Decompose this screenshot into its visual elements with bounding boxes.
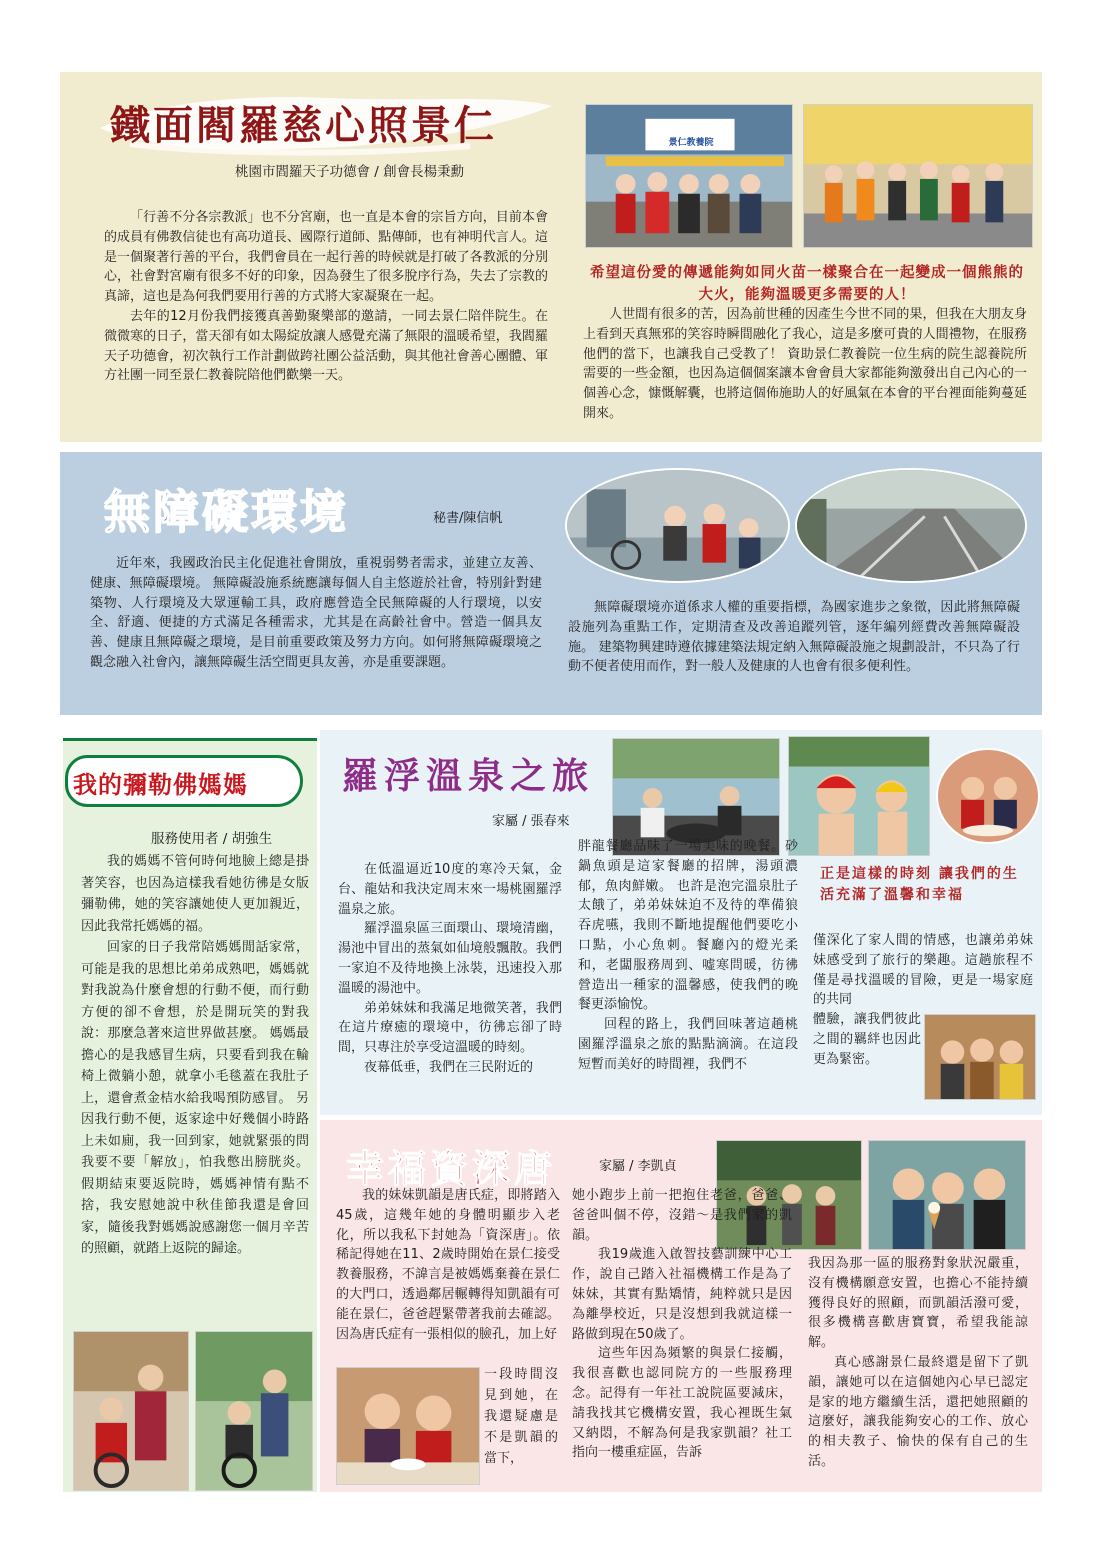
photo-mother-and-son (73, 1331, 189, 1491)
photo-wheelchair-corridor (565, 468, 790, 583)
paragraph: 無障礙環境亦道係求人權的重要指標，為國家進步之象徵，因此將無障礙設施列為重點工作，定期清查及改善追蹤列管，逐年編列經費改善無障礙設施。 建築物興建時遵依據建築法規定納入無障礙設施之規劃設計，不只為了行動不便者使用而作，對一般人及健康的人也會有很多便利性。 (568, 600, 1020, 675)
article-pull-quote: 正是這樣的時刻 讓我們的生活充滿了溫馨和幸福 (820, 866, 1019, 903)
paragraph: 胖龍餐廳品味了一場美味的晚餐。砂鍋魚頭是這家餐廳的招牌，湯頭濃郁，魚肉鮮嫩。 也許是泡完溫泉肚子太餓了，弟弟妹妹迫不及待的準備狼吞虎嚥，我則不斷地提醒他們要吃小口點，小心魚刺。餐廳內的燈光柔和，老闆服務周到、嘘寒問暖，彷彿營造出一種家的溫馨感，使我們的晚餐更添愉悅。 (578, 839, 798, 1013)
paragraph: 回家的日子我常陪媽媽閒話家常，可能是我的思想比弟弟成熟吧，媽媽就對我說為什麼會想的行動不便，而行動方便的卻不會想，於是開玩笑的對我說：那麼急著來這世界做甚麼。 媽媽最擔心的是我感冒生病，只要看到我在輪椅上微躺小憩，就拿小毛毯蓋在我肚子上，還會煮金桔水給我喝預防感冒。 另因我行動不便，返家途中好幾個小時路上未如廁，我一回到家，她就緊張的問我要不要「解放」，怕我憋出膀胱炎。 假期結束要返院時，媽媽神情有點不捨，我安慰她說中秋佳節我還是會回家，隨後我對媽媽說感謝您一個月辛苦的照顧，就踏上返院的歸途。 (81, 940, 309, 1256)
article-pull-quote: 希望這份愛的傳遞能夠如同火苗一樣聚合在一起變成一個熊熊的大火，能夠溫暖更多需要的人！ (590, 264, 1024, 303)
photo-wheelchair-outing (195, 1331, 313, 1491)
paragraph: 一段時間沒見到她，在我還疑慮是不是凱韻的當下， (484, 1367, 558, 1466)
photo-accessible-ramp (795, 468, 1027, 583)
paragraph: 羅浮溫泉區三面環山、環境清幽，湯池中冒出的蒸氣如仙境般飄散。我們一家迫不及待地換上泳裝，迅速投入那溫暖的湯池中。 (338, 921, 562, 996)
article-senior-down-syndrome (320, 1120, 1042, 1492)
article-body-col1-narrow (484, 1364, 558, 1469)
article-title: 鐵面閻羅慈心照景仁 (110, 102, 497, 149)
photo-banner-text: 景仁教養院 (668, 138, 714, 148)
article-body-col1 (336, 1186, 560, 1344)
article-title: 我的彌勒佛媽媽 (73, 771, 248, 799)
paragraph: 弟弟妹妹和我滿足地微笑著，我們在這片療癒的環境中，彷彿忘卻了時間，只專注於享受這溫暖的時刻。 (338, 1000, 562, 1056)
article-author: 服務使用者 / 胡強生 (151, 831, 273, 847)
article-author: 家屬 / 張春來 (492, 814, 570, 829)
paragraph: 夜幕低垂，我們在三民附近的 (364, 1059, 534, 1075)
article-title: 羅浮溫泉之旅 (342, 755, 595, 797)
paragraph: 真心感謝景仁最終還是留下了凱韻，讓她可以在這個她內心早已認定是家的地方繼續生活，還把她照顧的這麼好，讓我能夠安心的工作、放心的相夫教子、愉快的保有自己的生活。 (808, 1354, 1028, 1469)
paragraph: 人世間有很多的苦，因為前世種的因產生今世不同的果，但我在大朋友身上看到天真無邪的笑容時瞬間融化了我心，這是多麼可貴的人間禮物，在服務他們的當下，也讓我自己受教了！ 資助景仁教養院一位生病的院生認養院所需要的一些金額，也因為這個個案讓本會會員大家都能夠激發出自己內心的一個善心念，慷慨解囊，也將這個佈施助人的好風氣在本會的平台裡面能夠蔓延開來。 (583, 307, 1027, 421)
paragraph: 近年來，我國政治民主化促進社會開放，重視弱勢者需求，並建立友善、健康、無障礙環境。 無障礙設施系統應讓每個人自主悠遊於社會，特別針對建築物、人行環境及大眾運輸工具，政府應營造全民無障礙的人行環境，以安全、舒適、便捷的方式滿足各種需求，尤其是在高齡社會中。營造一個具友善、健康且無障礙之環境，是目前重要政策及努力方向。如何將無障礙環境之觀念融入社會內，讓無障礙生活空間更具友善，亦是重要課題。 (90, 556, 542, 670)
article-yama-charity (60, 72, 1042, 442)
paragraph: 我19歲進入啟智技藝訓練中心工作，說自己踏入社福機構工作是為了妹妹，其實有點矯情，純粹就只是因為離學校近，只是沒想到我就這樣一路做到現在50歲了。 (572, 1247, 792, 1342)
article-hot-spring-trip (320, 730, 1042, 1115)
article-body-col2 (572, 1186, 792, 1463)
photo-sisters-meal (336, 1367, 480, 1485)
article-author: 桃園市閻羅天子功德會 / 創會長楊秉勳 (235, 164, 465, 180)
photo-family-dinner (936, 748, 1040, 844)
article-body-right (568, 598, 1020, 677)
article-body (81, 851, 309, 1260)
photo-swim-caps (788, 736, 930, 856)
paragraph: 我的媽媽不管何時何地臉上總是掛著笑容，也因為這樣我看她彷彿是女版彌勒佛，她的笑容讓她使人更加親近，因此我常托媽媽的福。 (81, 854, 309, 934)
article-title: 無障礙環境 (104, 485, 349, 539)
paragraph: 僅深化了家人間的情感，也讓弟弟妹妹感受到了旅行的樂趣。這趟旅程不僅是尋找溫暖的冒險，更是一場家庭的共同 (813, 933, 1033, 1008)
article-body-col3 (808, 1254, 1028, 1472)
paragraph: 這些年因為頻繁的與景仁接觸，我很喜歡也認同院方的一些服務理念。記得有一年社工說院區要減床，請我找其它機構安置，我心裡既生氣又納悶，不解為何是我家凱韻？社工指向一樓重症區，告訴 (572, 1346, 792, 1461)
article-title: 幸福資深唐 (346, 1147, 557, 1191)
paragraph: 去年的12月份我們接獲真善勤聚樂部的邀請，一同去景仁陪伴院生。在微微寒的日子，當天卻有如太陽綻放讓人感覺充滿了無限的溫暖希望，我閻羅天子功德會，初次執行工作計劃做跨社團公益活動，與其他社會善心團體、軍方社團一同至景仁教養院陪他們歡樂一天。 (104, 308, 548, 384)
article-author: 秘書/陳信帆 (433, 511, 503, 526)
paragraph: 她小跑步上前一把抱住老爸，爸爸、爸爸叫個不停，沒錯～是我們家的凱韻。 (572, 1188, 792, 1243)
photo-family-selfie (924, 1014, 1036, 1100)
paragraph: 在低溫逼近10度的寒冷天氣，金台、龍姑和我決定周末來一場桃園羅浮溫泉之旅。 (338, 862, 562, 917)
article-author: 家屬 / 李凱貞 (599, 1159, 677, 1174)
article-body-right (583, 305, 1027, 424)
paragraph: 回程的路上，我們回味著這趟桃園羅浮溫泉之旅的點點滴滴。在這段短暫而美好的時間裡，我們不 (578, 1017, 798, 1072)
photo-new-year-dance (803, 104, 1033, 248)
article-body-col1 (338, 860, 562, 1078)
photo-santa-donation (585, 104, 793, 248)
paragraph: 我因為那一區的服務對象狀況嚴重，沒有機構願意安置，也擔心不能持續獲得良好的照顧，而凱韻活潑可愛，很多機構喜歡唐寶寶，希望我能諒解。 (808, 1256, 1028, 1351)
photo-ice-cream (868, 1140, 1026, 1250)
article-body-col2 (578, 837, 798, 1075)
article-maitreya-mom (63, 738, 317, 1492)
article-barrier-free (60, 452, 1042, 715)
article-body-left (104, 208, 548, 386)
paragraph: 「行善不分各宗教派」也不分宮廟，也一直是本會的宗旨方向，目前本會的成員有佛教信徒也有高功道長、國際行道師、點傳師，也有神明代言人。這是一個聚著行善的平台，我們會員在一起行善的時候就是打破了各教派的分別心，社會對宮廟有很多不好的印象，因為發生了很多脫序行為，失去了宗教的真諦，這也是為何我們要用行善的方式將大家凝聚在一起。 (104, 210, 548, 305)
article-body-left (90, 554, 542, 673)
paragraph: 體驗，讓我們彼此之間的羈絆也因此更為緊密。 (813, 1012, 921, 1067)
paragraph: 我的妹妹凱韻是唐氏症，即將踏入45歲，這幾年她的身體明顯步入老化，所以我私下封她為「資深唐」。依稀記得她在11、2歲時開始在景仁接受教養服務，不諱言是被媽媽棄養在景仁的大門口，透過鄰居輾轉得知凱韻有可能在景仁，爸爸趕緊帶著我前去確認。 因為唐氏症有一張相似的臉孔，加上好 (336, 1188, 560, 1342)
